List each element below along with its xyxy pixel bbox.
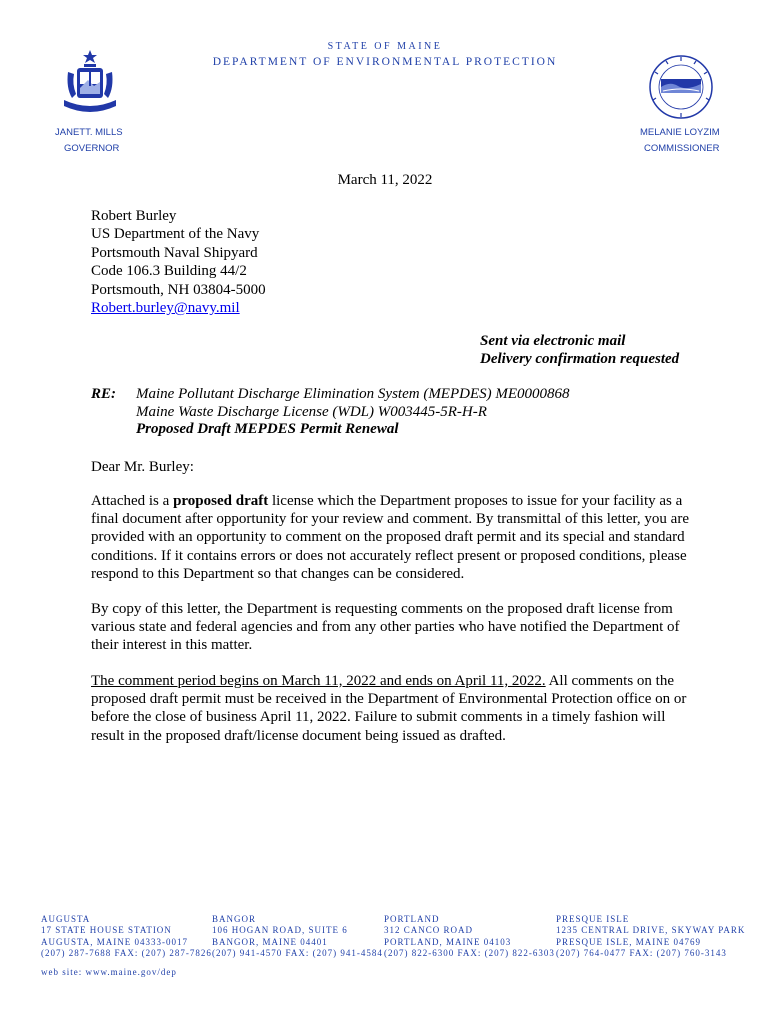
recipient-code: Code 106.3 Building 44/2 xyxy=(91,263,247,280)
recipient-org: US Department of the Navy xyxy=(91,226,260,243)
commissioner-title: COMMISSIONER xyxy=(644,143,720,154)
paragraph-1 xyxy=(91,492,691,583)
department-heading: DEPARTMENT OF ENVIRONMENTAL PROTECTION xyxy=(212,56,558,68)
governor-name: JANETT. MILLS xyxy=(55,127,123,138)
office-city: PORTLAND xyxy=(384,914,440,924)
comment-period-text: The comment period begins on March 11, 2022 and ends on April 11, 2022. xyxy=(91,673,546,689)
office-town: PORTLAND, MAINE 04103 xyxy=(384,936,512,947)
office-augusta xyxy=(41,914,212,959)
office-phone: (207) 287-7688 FAX: (207) 287-7826 xyxy=(41,947,212,958)
dep-seal-icon xyxy=(648,54,714,120)
office-phone: (207) 941-4570 FAX: (207) 941-4584 xyxy=(212,947,383,958)
paragraph-1-rest: license which the Department proposes to issue for your facility as a final document after opportunity for your review and comment. By transmittal of this letter, you are provided with an opportunity to comment on the proposed draft permit and its special and standard conditions. If it contains errors or does not accurately reflect present or proposed conditions, please respond to this Department so that changes can be considered. xyxy=(91,493,689,582)
subject-line-1: Maine Pollutant Discharge Elimination System (MEPDES) ME0000868 xyxy=(136,386,570,402)
office-town: PRESQUE ISLE, MAINE 04769 xyxy=(556,936,702,947)
office-street: 17 STATE HOUSE STATION xyxy=(41,925,172,936)
office-phone: (207) 764-0477 FAX: (207) 760-3143 xyxy=(556,947,727,958)
recipient-site: Portsmouth Naval Shipyard xyxy=(91,244,258,261)
delivery-line-2: Delivery confirmation requested xyxy=(480,350,680,367)
subject-block xyxy=(136,386,570,439)
salutation: Dear Mr. Burley: xyxy=(91,459,194,475)
website-text: web site: www.maine.gov/dep xyxy=(41,967,177,977)
office-city: PRESQUE ISLE xyxy=(556,914,630,924)
paragraph-1-bold: proposed draft xyxy=(173,493,269,509)
delivery-line-1: Sent via electronic mail xyxy=(480,333,626,349)
office-street: 312 CANCO ROAD xyxy=(384,925,474,936)
letter-date: March 11, 2022 xyxy=(337,172,433,188)
office-phone: (207) 822-6300 FAX: (207) 822-6303 xyxy=(384,947,555,958)
subject-line-2: Maine Waste Discharge License (WDL) W003445-5R-H-R xyxy=(136,403,487,420)
paragraph-3 xyxy=(91,672,691,745)
office-portland xyxy=(384,914,555,959)
office-presque-isle xyxy=(556,914,745,959)
office-town: BANGOR, MAINE 04401 xyxy=(212,936,328,947)
subject-line-3: Proposed Draft MEPDES Permit Renewal xyxy=(136,421,399,438)
re-label: RE: xyxy=(91,386,117,402)
recipient-name: Robert Burley xyxy=(91,208,177,224)
office-city: BANGOR xyxy=(212,914,257,924)
office-street: 106 HOGAN ROAD, SUITE 6 xyxy=(212,925,348,936)
office-bangor xyxy=(212,914,383,959)
paragraph-2: By copy of this letter, the Department is requesting comments on the proposed draft license from various state and federal agencies and from any other parties who have notified the Department of their interest in this matter. xyxy=(91,601,680,654)
recipient-city: Portsmouth, NH 03804-5000 xyxy=(91,281,266,298)
recipient-email-link[interactable]: Robert.burley@navy.mil xyxy=(91,300,240,317)
office-city: AUGUSTA xyxy=(41,914,91,924)
state-seal-icon xyxy=(62,48,118,118)
governor-title: GOVERNOR xyxy=(64,143,120,154)
state-heading: STATE OF MAINE xyxy=(327,41,443,52)
paragraph-3-rest: All comments on the proposed draft permit must be received in the Department of Environmental Protection office on or before the close of business April 11, 2022. Failure to submit comments in a timely fashion will result in the proposed draft/license document being issued as drafted. xyxy=(91,673,687,744)
office-street: 1235 CENTRAL DRIVE, SKYWAY PARK xyxy=(556,925,746,936)
recipient-address xyxy=(91,207,266,317)
office-town: AUGUSTA, MAINE 04333-0017 xyxy=(41,936,189,947)
delivery-note xyxy=(480,333,679,368)
paragraph-1-start: Attached is a xyxy=(91,493,174,509)
commissioner-name: MELANIE LOYZIM xyxy=(640,127,720,138)
